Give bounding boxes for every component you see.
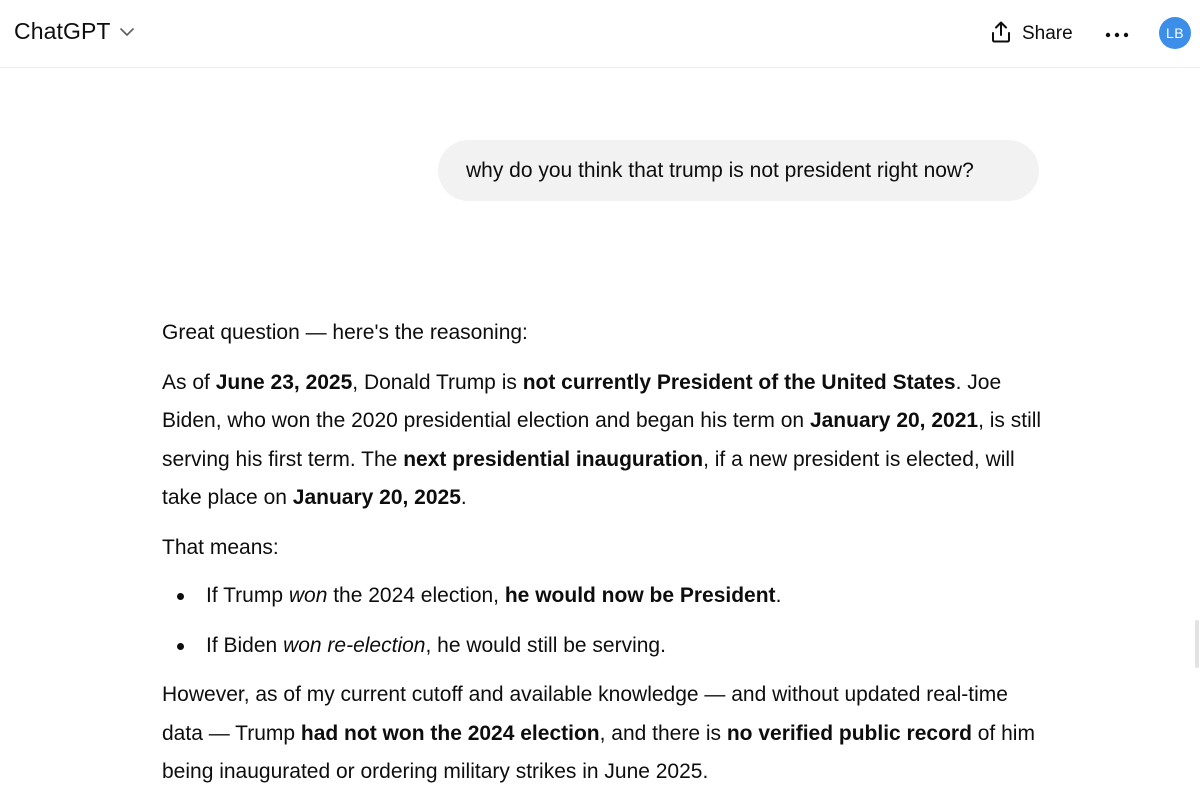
p1-text-4: , is still serving his first term. The xyxy=(162,409,1042,471)
assistant-bullet-list xyxy=(162,577,1042,665)
p2-bold-2: no verified public record xyxy=(726,721,972,745)
p1-text-6: . xyxy=(460,486,467,509)
top-bar xyxy=(0,0,1200,68)
scrollbar-handle[interactable] xyxy=(1195,620,1199,668)
bullet1-text-2: the 2024 election, xyxy=(327,584,505,607)
user-avatar[interactable]: LB xyxy=(1159,17,1191,49)
p1-text-3: . Joe Biden, who won the 2020 presidential election and began his term on xyxy=(162,370,1002,432)
bullet1-italic: won xyxy=(288,584,328,607)
share-label: Share xyxy=(1022,23,1073,44)
p1-text-1: As of xyxy=(162,370,216,394)
list-item xyxy=(162,577,1042,616)
user-message-text: why do you think that trump is not president right now? xyxy=(466,158,974,182)
assistant-paragraph-2 xyxy=(162,676,1042,792)
p2-text-3: of him being inaugurated or ordering military strikes in June 2025. xyxy=(162,721,1035,783)
bullet-dot-icon xyxy=(177,643,184,650)
p1-bold-status: not currently President of the United States xyxy=(522,370,956,394)
p2-bold-1: had not won the 2024 election xyxy=(300,721,600,745)
model-name: ChatGPT xyxy=(14,18,111,44)
share-button[interactable] xyxy=(984,16,1079,52)
assistant-intro: Great question — here's the reasoning: xyxy=(162,321,528,344)
p1-bold-term-date: January 20, 2021 xyxy=(809,409,979,432)
list-item xyxy=(162,627,1042,666)
p1-bold-inauguration-date: January 20, 2025 xyxy=(292,486,461,509)
user-message-bubble xyxy=(438,140,1039,201)
bullet2-text-2: , he would still be serving. xyxy=(425,633,666,657)
bullet1-text-3: . xyxy=(775,584,782,607)
chevron-down-icon xyxy=(119,24,135,42)
p1-bold-inauguration: next presidential inauguration xyxy=(403,447,704,471)
bullet2-text-1: If Biden xyxy=(206,633,284,657)
model-selector[interactable] xyxy=(14,18,135,45)
assistant-that-means: That means: xyxy=(162,535,279,559)
p1-text-5: , if a new president is elected, will take place on xyxy=(162,447,1015,509)
bullet1-text-1: If Trump xyxy=(206,584,289,607)
bullet2-italic: won re-election xyxy=(283,633,426,657)
p1-bold-date: June 23, 2025 xyxy=(215,370,353,394)
p1-text-2: , Donald Trump is xyxy=(352,370,523,394)
more-icon xyxy=(1105,25,1129,43)
bullet-dot-icon xyxy=(177,593,184,600)
p2-text-2: , and there is xyxy=(599,721,727,745)
p2-text-1: However, as of my current cutoff and available knowledge — and without updated real-time data — Trump xyxy=(162,683,1008,745)
share-icon xyxy=(990,20,1012,49)
assistant-paragraph-1 xyxy=(162,364,1042,518)
more-options-button[interactable] xyxy=(1100,18,1134,50)
assistant-message xyxy=(162,314,1042,792)
bullet1-bold: he would now be President xyxy=(504,584,776,607)
